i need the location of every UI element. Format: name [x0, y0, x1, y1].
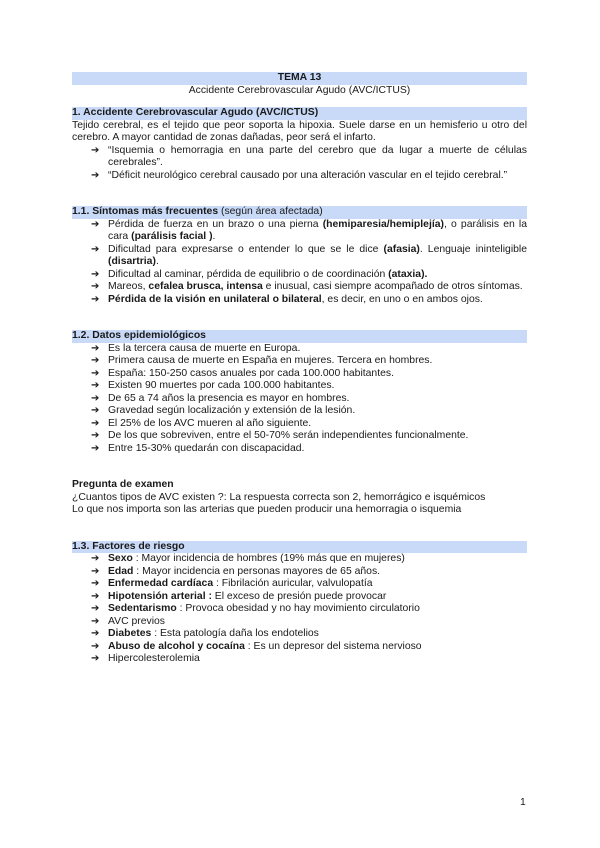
list-item	[91, 219, 527, 244]
list-item	[91, 294, 527, 307]
section-1-1-heading	[72, 206, 527, 219]
list-item-text: De los que sobreviven, entre el 50-70% serán independientes funcionalmente.	[108, 430, 469, 441]
list-item-text: De 65 a 74 años la presencia es mayor en hombres.	[108, 392, 350, 404]
arrow-icon: ➔	[91, 281, 100, 292]
text-run: : Provoca obesidad y no hay movimiento circulatorio	[176, 603, 420, 614]
list-item	[91, 380, 527, 393]
list-item-text: El 25% de los AVC mueren al año siguiente.	[108, 417, 312, 429]
list-item	[91, 368, 527, 381]
text-run-bold: Hipotensión arterial :	[108, 590, 212, 602]
arrow-icon: ➔	[91, 430, 100, 441]
arrow-icon: ➔	[91, 293, 100, 305]
arrow-icon: ➔	[91, 169, 100, 181]
list-item	[91, 355, 527, 368]
text-run: , es decir, en uno o en ambos ojos.	[321, 293, 483, 305]
text-run: : Es un depresor del sistema nervioso	[244, 640, 422, 652]
arrow-icon: ➔	[91, 615, 100, 627]
text-run: , o parálisis en la cara	[108, 218, 527, 242]
list-item-text: Entre 15-30% quedarán con discapacidad.	[108, 442, 305, 454]
text-run-bold: Diabetes	[108, 628, 152, 639]
section-1-1-heading-rest: (según área afectada)	[218, 206, 323, 217]
section-1-2-list	[72, 343, 527, 456]
text-run: Pérdida de fuerza en un brazo o una pierna	[108, 218, 323, 230]
arrow-icon: ➔	[91, 355, 100, 366]
text-run: Hipercolesterolemia	[108, 653, 200, 664]
arrow-icon: ➔	[91, 268, 100, 280]
list-item	[91, 653, 527, 666]
arrow-icon: ➔	[91, 653, 100, 664]
arrow-icon: ➔	[91, 553, 100, 564]
arrow-icon: ➔	[91, 628, 100, 639]
list-item-text: Existen 90 muertes por cada 100.000 habitantes.	[108, 380, 335, 391]
arrow-icon: ➔	[91, 342, 100, 354]
section-1-paragraph: Tejido cerebral, es el tejido que peor soporta la hipoxia. Suele darse en un hemisferio u otro del cerebro. A mayor cantidad de zonas dañadas, peor será el infarto.	[72, 119, 527, 143]
exam-line-2: Lo que nos importa son las arterias que pueden producir una hemorragia o isquemia	[72, 504, 462, 515]
text-run: .	[155, 256, 159, 267]
document-title: TEMA 13	[72, 72, 527, 85]
list-item	[91, 443, 527, 456]
text-run-bold: Edad	[108, 565, 134, 577]
list-item	[91, 269, 527, 282]
list-item	[91, 418, 527, 431]
arrow-icon: ➔	[91, 144, 100, 156]
list-item	[91, 170, 527, 183]
arrow-icon: ➔	[91, 640, 100, 652]
list-item-text: “Isquemia o hemorragia en una parte del cerebro que da lugar a muerte de células cerebrales”.	[108, 144, 527, 168]
section-1-1-list	[72, 219, 527, 307]
list-item	[91, 281, 527, 294]
list-item	[91, 616, 527, 629]
arrow-icon: ➔	[91, 243, 100, 255]
exam-line-1: ¿Cuantos tipos de AVC existen ?: La respuesta correcta son 2, hemorrágico e isquémicos	[72, 491, 486, 503]
text-run-bold: (hemiparesia/hemiplejía)	[322, 218, 444, 230]
arrow-icon: ➔	[91, 367, 100, 379]
list-item	[91, 393, 527, 406]
list-item-text: “Déficit neurológico cerebral causado por una alteración vascular en el tejido cerebral.”	[108, 169, 508, 181]
section-1-3-heading: 1.3. Factores de riesgo	[72, 541, 527, 554]
arrow-icon: ➔	[91, 417, 100, 429]
text-run: Mareos,	[108, 281, 149, 292]
list-item	[91, 343, 527, 356]
arrow-icon: ➔	[91, 578, 100, 589]
section-1-1-heading-bold: 1.1. Síntomas más frecuentes	[72, 206, 219, 217]
text-run-bold: cefalea brusca, intensa	[148, 281, 263, 292]
text-run: e inusual, casi siempre acompañado de otros síntomas.	[262, 281, 523, 292]
arrow-icon: ➔	[91, 603, 100, 614]
list-item	[91, 244, 527, 269]
list-item-text: Gravedad según localización y extensión de la lesión.	[108, 405, 356, 416]
section-1-3-list	[72, 553, 527, 666]
text-run: : Fibrilación auricular, valvulopatía	[213, 578, 373, 589]
text-run: : Mayor incidencia de hombres (19% más que en mujeres)	[132, 553, 405, 564]
text-run-bold: (ataxia).	[388, 268, 428, 280]
text-run-bold: Sedentarismo	[108, 603, 177, 614]
text-run: El exceso de presión puede provocar	[211, 590, 387, 602]
text-run-bold: (disartria)	[108, 256, 156, 267]
list-item	[91, 430, 527, 443]
text-run: Dificultad para expresarse o entender lo que se le dice	[108, 243, 384, 255]
text-run: : Esta patología daña los endotelios	[151, 628, 319, 639]
page-number: 1	[520, 797, 526, 808]
document-subtitle: Accidente Cerebrovascular Agudo (AVC/ICTUS)	[188, 84, 411, 96]
list-item	[91, 553, 527, 566]
list-item	[91, 566, 527, 579]
text-run-bold: Abuso de alcohol y cocaína	[108, 640, 245, 652]
arrow-icon: ➔	[91, 380, 100, 391]
text-run-bold: Pérdida de la visión en unilateral o bilateral	[108, 293, 322, 305]
arrow-icon: ➔	[91, 565, 100, 577]
list-item-text: Es la tercera causa de muerte en Europa.	[108, 342, 301, 354]
arrow-icon: ➔	[91, 590, 100, 602]
list-item	[91, 405, 527, 418]
text-run: : Mayor incidencia en personas mayores de 65 años.	[133, 565, 381, 577]
list-item	[91, 145, 527, 170]
text-run: . Lenguaje ininteligible	[419, 243, 527, 255]
text-run: Dificultad al caminar, pérdida de equilibrio o de coordinación	[108, 268, 389, 280]
list-item	[91, 578, 527, 591]
section-1-2-heading: 1.2. Datos epidemiológicos	[72, 330, 527, 343]
text-run: .	[212, 231, 216, 242]
arrow-icon: ➔	[91, 218, 100, 230]
document-content	[72, 72, 527, 666]
arrow-icon: ➔	[91, 392, 100, 404]
section-1-list	[72, 145, 527, 183]
text-run-bold: (afasia)	[383, 243, 420, 255]
text-run-bold: Enfermedad cardíaca	[108, 578, 214, 589]
text-run-bold: (parálisis facial )	[131, 231, 213, 242]
arrow-icon: ➔	[91, 405, 100, 416]
list-item	[91, 628, 527, 641]
section-1-heading: 1. Accidente Cerebrovascular Agudo (AVC/ICTUS)	[72, 107, 527, 120]
list-item	[91, 603, 527, 616]
list-item-text: España: 150-250 casos anuales por cada 100.000 habitantes.	[108, 367, 394, 379]
list-item-text: Primera causa de muerte en España en mujeres. Tercera en hombres.	[108, 355, 433, 366]
text-run: AVC previos	[108, 615, 165, 627]
list-item	[91, 641, 527, 654]
arrow-icon: ➔	[91, 442, 100, 454]
text-run-bold: Sexo	[108, 553, 133, 564]
exam-heading: Pregunta de examen	[72, 479, 174, 490]
list-item	[91, 591, 527, 604]
